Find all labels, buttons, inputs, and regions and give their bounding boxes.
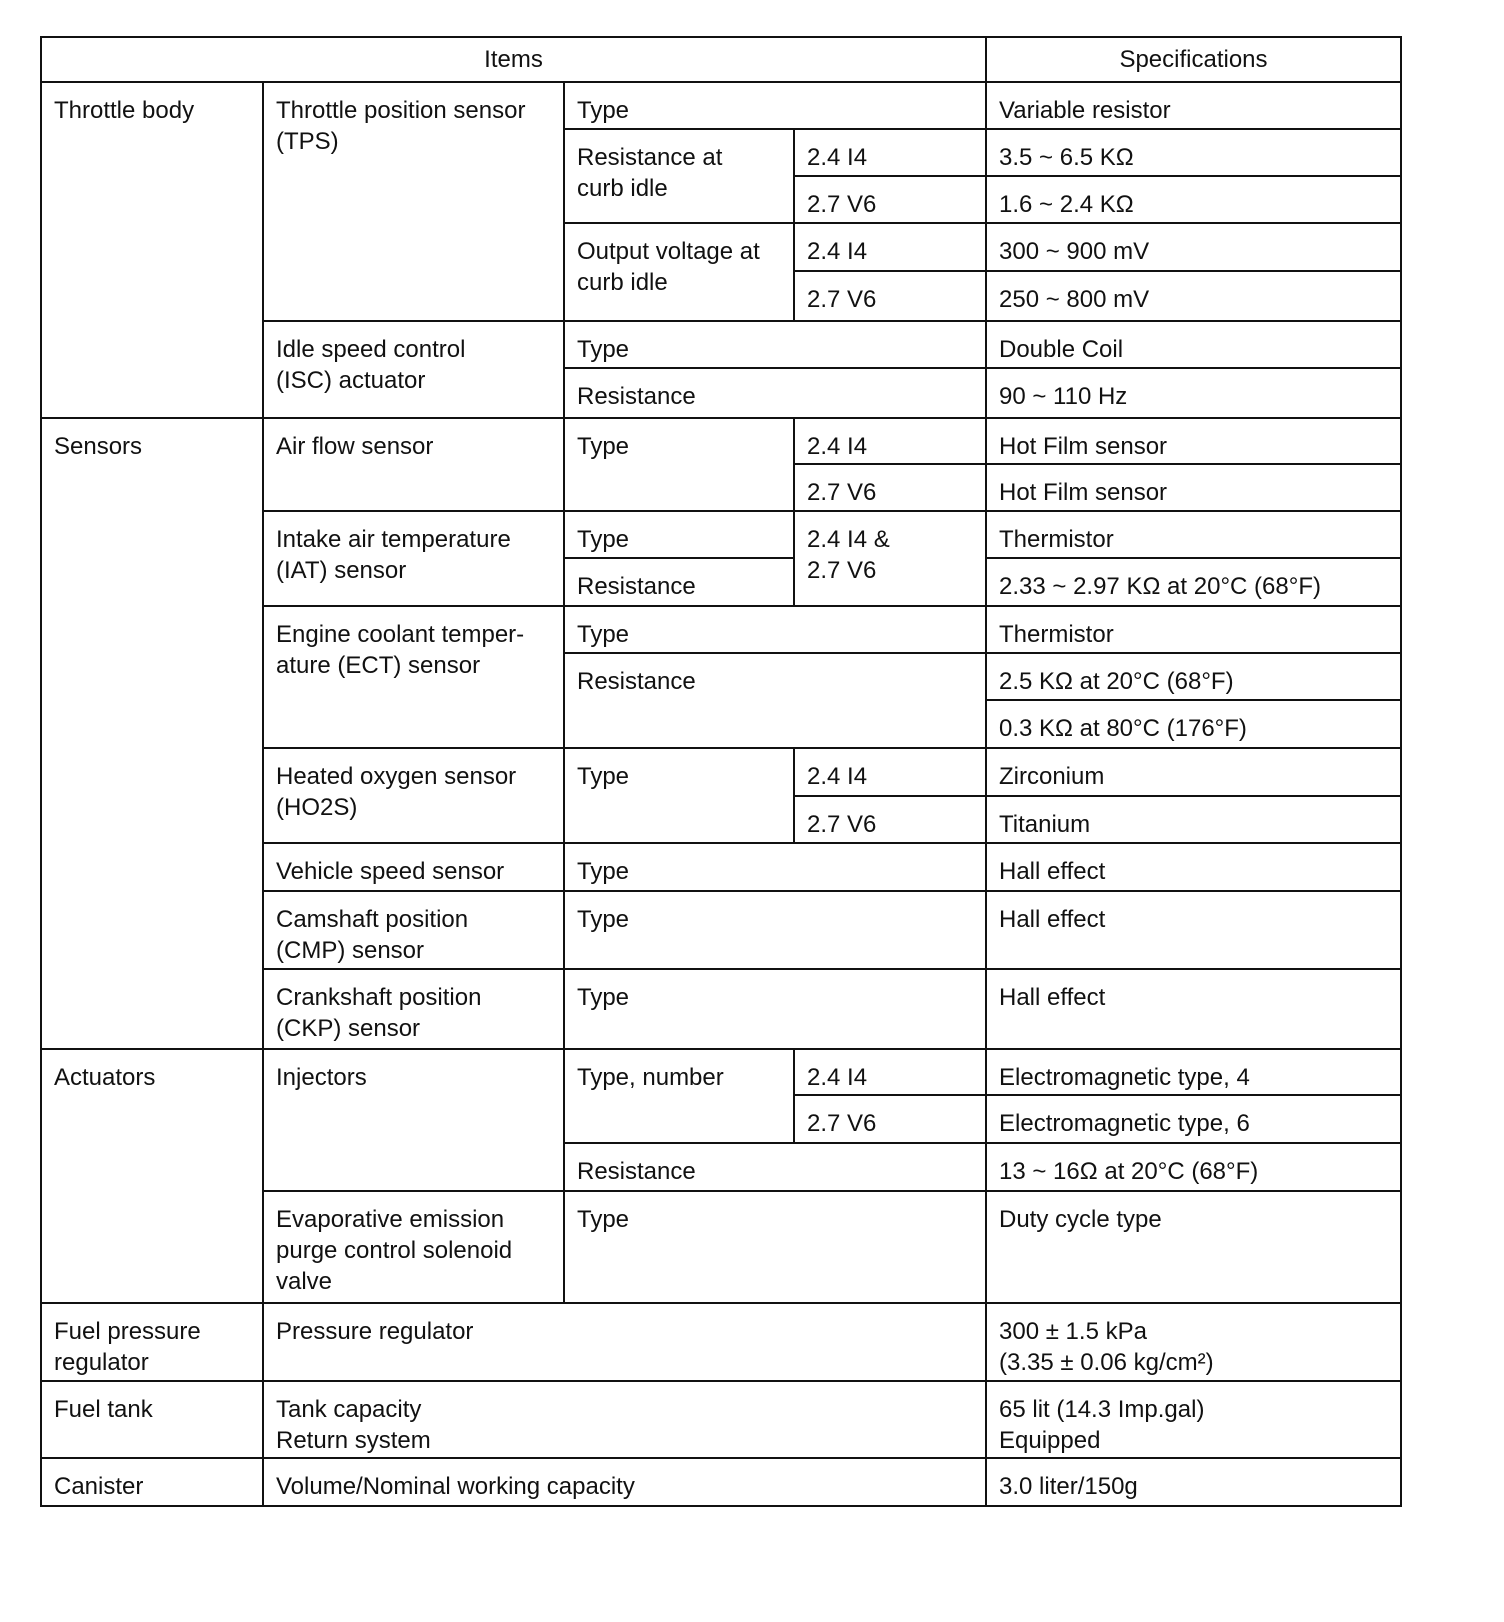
engine: 2.7 V6 [794, 271, 986, 321]
engine: 2.4 I4 [794, 748, 986, 796]
param: Type [564, 969, 986, 1049]
spec: Double Coil [986, 321, 1401, 368]
param: Resistance [564, 653, 986, 748]
spec: Hall effect [986, 891, 1401, 969]
spec: 0.3 KΩ at 80°C (176°F) [986, 700, 1401, 748]
param: Type [564, 418, 794, 511]
param: Resistance at curb idle [564, 129, 794, 223]
spec: Hall effect [986, 969, 1401, 1049]
item-pressure-regulator: Pressure regulator [263, 1303, 986, 1381]
spec: Variable resistor [986, 82, 1401, 129]
spec: Thermistor [986, 511, 1401, 558]
spec: Electromagnetic type, 4 [986, 1049, 1401, 1095]
header-items: Items [41, 37, 986, 82]
item-tank: Tank capacity Return system [263, 1381, 986, 1458]
param: Type [564, 511, 794, 558]
spec: Hot Film sensor [986, 464, 1401, 511]
param: Type [564, 1191, 986, 1303]
spec: Zirconium [986, 748, 1401, 796]
spec: 3.5 ~ 6.5 KΩ [986, 129, 1401, 176]
spec: 250 ~ 800 mV [986, 271, 1401, 321]
spec: 2.5 KΩ at 20°C (68°F) [986, 653, 1401, 700]
group-actuators: Actuators [41, 1049, 263, 1303]
spec: 1.6 ~ 2.4 KΩ [986, 176, 1401, 223]
spec: Titanium [986, 796, 1401, 843]
spec: Hall effect [986, 843, 1401, 891]
param: Type [564, 748, 794, 843]
item-cmp-sensor: Camshaft position (CMP) sensor [263, 891, 564, 969]
engine: 2.7 V6 [794, 796, 986, 843]
param: Type [564, 891, 986, 969]
group-fuel-pressure-regulator: Fuel pressure regulator [41, 1303, 263, 1381]
param: Resistance [564, 1143, 986, 1191]
param: Type [564, 606, 986, 653]
engine: 2.4 I4 [794, 1049, 986, 1095]
param: Output voltage at curb idle [564, 223, 794, 321]
spec: 2.33 ~ 2.97 KΩ at 20°C (68°F) [986, 558, 1401, 606]
item-ckp-sensor: Crankshaft position (CKP) sensor [263, 969, 564, 1049]
spec: 65 lit (14.3 Imp.gal) Equipped [986, 1381, 1401, 1458]
spec: 13 ~ 16Ω at 20°C (68°F) [986, 1143, 1401, 1191]
spec: 300 ~ 900 mV [986, 223, 1401, 271]
header-specifications: Specifications [986, 37, 1401, 82]
engine: 2.7 V6 [794, 464, 986, 511]
param: Type, number [564, 1049, 794, 1143]
item-ho2s: Heated oxygen sensor (HO2S) [263, 748, 564, 843]
engine: 2.4 I4 [794, 418, 986, 464]
item-isc: Idle speed control (ISC) actuator [263, 321, 564, 418]
engine: 2.4 I4 [794, 223, 986, 271]
spec: Hot Film sensor [986, 418, 1401, 464]
spec: Thermistor [986, 606, 1401, 653]
spec: Electromagnetic type, 6 [986, 1095, 1401, 1143]
item-evap-purge-solenoid: Evaporative emission purge control solenoid valve [263, 1191, 564, 1303]
item-iat-sensor: Intake air temperature (IAT) sensor [263, 511, 564, 606]
engine: 2.7 V6 [794, 1095, 986, 1143]
engine: 2.7 V6 [794, 176, 986, 223]
engine: 2.4 I4 [794, 129, 986, 176]
item-ect-sensor: Engine coolant temper- ature (ECT) sensor [263, 606, 564, 748]
param: Type [564, 321, 986, 368]
item-air-flow-sensor: Air flow sensor [263, 418, 564, 511]
spec: Duty cycle type [986, 1191, 1401, 1303]
group-fuel-tank: Fuel tank [41, 1381, 263, 1458]
spec: 3.0 liter/150g [986, 1458, 1401, 1506]
param: Type [564, 843, 986, 891]
spec: 90 ~ 110 Hz [986, 368, 1401, 418]
param: Type [564, 82, 986, 129]
item-injectors: Injectors [263, 1049, 564, 1191]
item-canister-volume: Volume/Nominal working capacity [263, 1458, 986, 1506]
item-tps: Throttle position sensor (TPS) [263, 82, 564, 321]
spec: 300 ± 1.5 kPa (3.35 ± 0.06 kg/cm²) [986, 1303, 1401, 1381]
group-canister: Canister [41, 1458, 263, 1506]
param: Resistance [564, 558, 794, 606]
group-throttle-body: Throttle body [41, 82, 263, 418]
item-vehicle-speed-sensor: Vehicle speed sensor [263, 843, 564, 891]
group-sensors: Sensors [41, 418, 263, 1049]
engine: 2.4 I4 & 2.7 V6 [794, 511, 986, 606]
specifications-table [40, 36, 1402, 1507]
param: Resistance [564, 368, 986, 418]
